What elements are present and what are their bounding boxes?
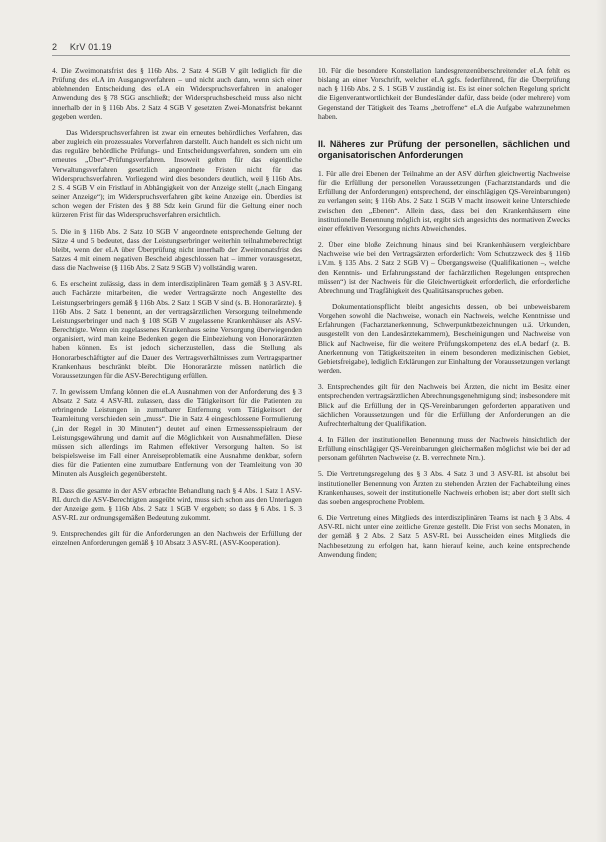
paragraph-8: 8. Dass die gesamte in der ASV erbrachte Behandlung nach § 4 Abs. 1 Satz 1 ASV-RL durch die ASV-Berechtigten ausgeübt wird, muss sich schon aus den Unterlagen der Anzeige gem. § 116b Abs. 2 Satz 1 SGB V ergeben; so dass § 6 Abs. 1 S. 3 ASV-RL zur ordnungsgemäßen Bedeutung zukommt.: [52, 485, 302, 523]
running-header: [52, 42, 112, 52]
left-column: [52, 66, 302, 555]
paragraph-6: 6. Es erscheint zulässig, dass in dem interdisziplinären Team gemäß § 3 ASV-RL auch Fachärzte mitarbeiten, die weder Vertragsärzte noch Angestellte des Leistungserbringers gemäß § 116b Abs. 2 Satz 1 SGB V sind (s. B. Honorarärzte). § 116b Abs. 2 Satz 1 benennt, an der vertragsärztlichen Versorgung teilnehmende Leistungserbringer und nach § 108 SGB V zugelassene Krankenhäuser als ASV-Berechtigte. Wenn ein zugelassenes Krankenhaus seine Versorgung überwiegenden organisiert, wird man keine Bedenken gegen die Einbeziehung von Honorarärzten haben können. Es ist jedoch sicherzustellen, dass die Stellung als Honorarbeschäftigter auf die Dauer des Vertragsverhältnisses zum Vertragspartner Krankenhaus beschränkt bleibt. Die Honorarärzte müssen natürlich die Voraussetzungen für die ASV-Berechtigung erfüllen.: [52, 279, 302, 380]
paragraph-10: 10. Für die besondere Konstellation landesgrenzenüberschreitender eLA fehlt es bislang an einer Vorschrift, welcher eLA ggfs. federführend, für die Überprüfung nach § 116b Abs. 2 S. 1 SGB V zuständig ist. Es ist einer solchen Regelung spricht die Eigenverantwortlichkeit der Bundesländer dafür, dass beide (oder mehrere) vom Gegenstand der Tätigkeit des Teams „betroffene“ eLA die Aufgabe wahrzunehmen haben.: [318, 66, 570, 121]
paragraph-ii-2: 2. Über eine bloße Zeichnung hinaus sind bei Krankenhäusern vergleichbare Nachweise wie bei den Vertragsärzten erforderlich: Vom Schutzzweck des § 116b i.V.m. § 135 Abs. 2 Satz 2 SGB V) – Übergangsweise (Qualifikationen –, welche den Kenntnis- und Erfahrungsstand der fachärztlichen Regelungen entsprechen müssen“) ist der Nachweis für die Gleichwertigkeit erforderlich, die erforderliche Abrechnung und Tragfähigkeit des Qualitätsanspruches geben.: [318, 240, 570, 295]
paragraph-ii-4: 4. In Fällen der institutionellen Benennung muss der Nachweis hinsichtlich der Erfüllung einschlägiger QS-Vereinbarungen gleichermaßen möglichst wie bei der ad personam geführten Nachweise (z. B. verrechnete Nrn.).: [318, 435, 570, 463]
paragraph-4-continued: Das Widerspruchsverfahren ist zwar ein erneutes behördliches Verfahren, das aber zugleich ein prozessuales Vorverfahren darstellt. Auch handelt es sich nicht um das reguläre behördliche Prüfungs- und Entscheidungsverfahren, sondern um ein erneutes „Über“-Prüfungsverfahren. Insoweit gelten für das eigentliche Verwaltungsverfahren gesetzlich angeordnete Fristen nicht für das Widerspruchsverfahren. Vorliegend wird dies besonders deutlich, weil § 116b Abs. 2 S. 4 SGB V ein Fristlauf in Abhängigkeit von der Anzeige stellt („nach Eingang seiner Anzeige“); im Widerspruchsverfahren gibt keine Anzeige ein. Überdies ist schon wegen der Fristen des § 88 Sdz kein Grund für die Geltung einer noch kürzeren Frist für das Widerspruchsverfahren ersichtlich.: [52, 127, 302, 220]
paragraph-5: 5. Die in § 116b Abs. 2 Satz 10 SGB V angeordnete entsprechende Geltung der Sätze 4 und 5 bedeutet, dass der Leistungserbringer weiterhin teilnahmeberechtigt bleibt, wenn der eLA über Überprüfung nicht innerhalb der Zweimonatsfrist des Satzes 4 mit einem negativen Bescheid abgeschlossen hat – immer vorausgesetzt, dass die Nachweise (§ 116b Abs. 2 Satz 9 SGB V) vollständig waren.: [52, 226, 302, 273]
paragraph-ii-5: 5. Die Vertretungsregelung des § 3 Abs. 4 Satz 3 und 3 ASV-RL ist absolut bei institutioneller Benennung von Ärzten zu stehenden Ärzten der Fachabteilung eines Krankenhauses, soweit der institutionelle Nachweis erhoben ist; aber dort stellt sich das soeben angesprochene Problem.: [318, 469, 570, 506]
paragraph-7: 7. In gewissem Umfang können die eLA Ausnahmen von der Anforderung des § 3 Absatz 2 Satz 4 ASV-RL zulassen, dass die Tätigkeitsort für die Patienten zu erbringende Leistungen in zumutbarer Entfernung vom Tätigkeitsort der Teamleitung verschieden sein „muss“. Die in Satz 4 eingeschlossene Formulierung („in der Regel in 30 Minuten“) deutet auf einen Ermessensspielraum der Leistungsgewährung und damit auf die Möglichkeit von Ausnahmefällen. Diese müssen sich allerdings im Rahmen effektiver Versorgung halten. So ist beispielsweise im Fall einer Anreiseproblematik eine Ausnahme denkbar, sofern dies für die Patienten eine zumutbare Entfernung von der Teamleitung von 30 Minuten als Ausgleich gegenübersteht.: [52, 387, 302, 479]
paragraph-ii-6: 6. Die Vertretung eines Mitglieds des interdisziplinären Teams ist nach § 3 Abs. 4 ASV-RL nicht unter eine zeitliche Grenze gestellt. Die Frist von sechs Monaten, in der gemäß § 2 Abs. 2 Satz 5 ASV-RL bei Ausscheiden eines Mitglieds die Nachbesetzung zu erfolgen hat, kann hierauf keine, auch keine entsprechende Anwendung finden;: [318, 513, 570, 559]
paragraph-ii-3: 3. Entsprechendes gilt für den Nachweis bei Ärzten, die nicht im Besitz einer entsprechenden vertragsärztlichen Abrechnungsgenehmigung sind; insbesondere mit Blick auf die Erfüllung der in QS-Vereinbarungen geforderten apparativen und sächlichen Voraussetzungen und für die Erfüllung der Anforderungen an die Aufrechterhaltung der Qualifikation.: [318, 382, 570, 428]
paragraph-9: 9. Entsprechendes gilt für die Anforderungen an den Nachweis der Erfüllung der einzelnen Anforderungen gemäß § 10 Absatz 3 ASV-RL (ASV-Kooperation).: [52, 529, 302, 548]
paragraph-4: 4. Die Zweimonatsfrist des § 116b Abs. 2 Satz 4 SGB V gilt lediglich für die Prüfung des eLA im Ausgangsverfahren – und nicht auch dann, wenn sich einer ablehnenden Entscheidung des eLA ein Widerspruchsverfahren in analoger Anwendung des § 78 SGG anschließt; der Widerspruchsbescheid muss also nicht innerhalb der in § 116b Abs. 2 Satz 4 SGB V gesetzten Zwei-Monatsfrist bekannt gegeben werden.: [52, 66, 302, 121]
section-heading-2: II. Näheres zur Prüfung der personellen, sächlichen und organisatorischen Anforderungen: [318, 138, 570, 160]
paragraph-ii-1: 1. Für alle drei Ebenen der Teilnahme an der ASV dürften gleichwertig Nachweise für die Erfüllung der personellen Voraussetzungen (Facharztstandards und die Erfüllung der Anforderungen) entsprechend, der einschlägigen QS-Vereinbarungen) zu verlangen sein; § 116b Abs. 2 Satz 1 SGB V macht insoweit keine Unterschiede zwischen den „Ebenen“. Allein dass, dass bei den Krankenhäusern eine institutionelle Benennung möglich ist, ergibt sich angesichts des normativen Zwecks einer effektiven Versorgung nichts Abweichendes.: [318, 168, 570, 233]
page-number: 2: [52, 42, 58, 52]
paragraph-ii-2-continued: Dokumentationspflicht bleibt angesichts dessen, ob bei unbeweisbarem Vorgehen sowohl die Nachweise, wonach ein Nachweis, welche Kenntnisse und Erfahrungen (Facharztanerkennung, Schwerpunktbezeichnungen u.ä. Urkunden, ausgestellt von den Landesärztekammern), Bescheinigungen und Nachweise von Blick auf Nachweise, für die weitere Prüfungskompetenz des eLA bedarf (z. B. Anerkennung von Tätigkeitszeiten in einem besonderen medizinischen Gebiet, Gebietsfreigabe), lediglich Erklärungen zur Einhaltung der Voraussetzungen verlangt werden.: [318, 301, 570, 376]
header-rule: [52, 55, 570, 56]
scan-edge-shadow: [596, 0, 606, 842]
right-column: [318, 66, 570, 566]
journal-issue: KrV 01.19: [69, 42, 112, 52]
